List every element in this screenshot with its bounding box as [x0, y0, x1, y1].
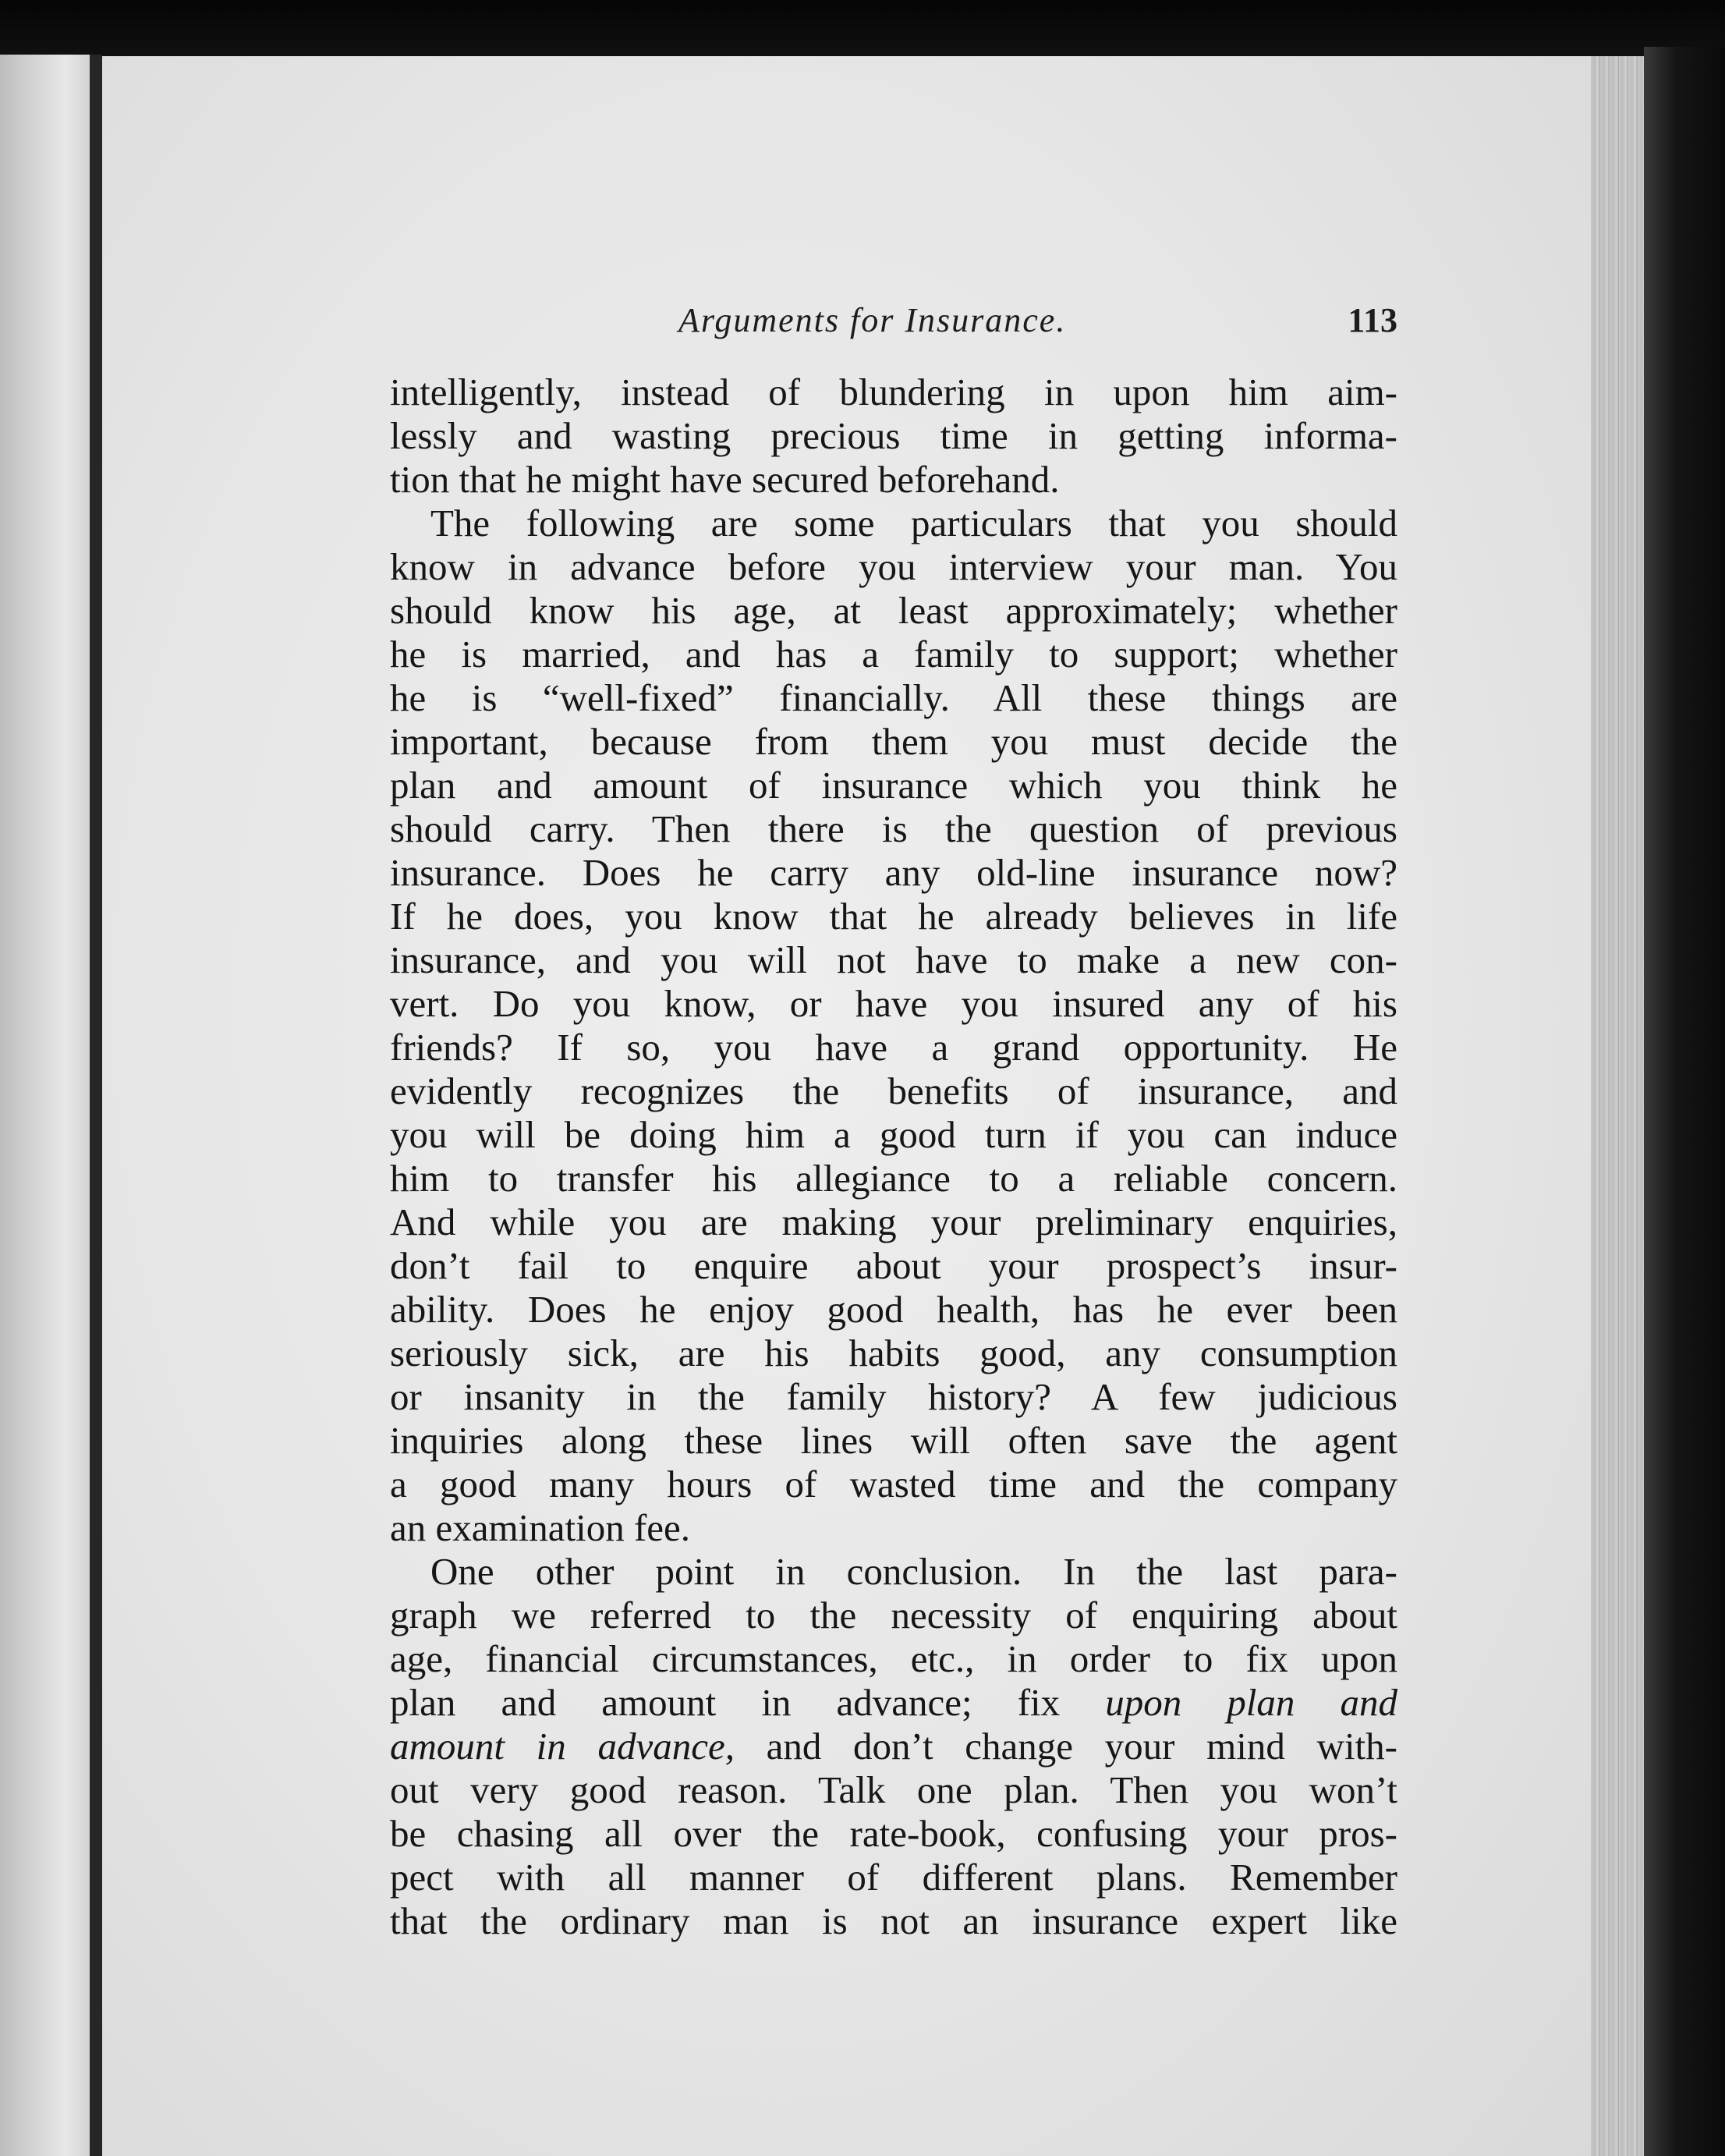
text-line: insurance, and you will not have to make a new con-	[390, 938, 1397, 981]
text-line: age, financial circumstances, etc., in order to fix upon	[390, 1637, 1397, 1680]
text-line	[390, 1725, 1397, 1768]
text-line: or insanity in the family history? A few judicious	[390, 1375, 1397, 1418]
emphasis-run: amount in advance,	[390, 1725, 735, 1768]
text-line: don’t fail to enquire about your prospect’s insur-	[390, 1244, 1397, 1287]
text-line: he is married, and has a family to support; whether	[390, 633, 1397, 676]
text-line: be chasing all over the rate-book, confusing your pros-	[390, 1812, 1397, 1855]
text-line: out very good reason. Talk one plan. Then you won’t	[390, 1768, 1397, 1811]
text-line: you will be doing him a good turn if you can induce	[390, 1113, 1397, 1156]
text-line: One other point in conclusion. In the last para-	[430, 1550, 1397, 1593]
text-line: lessly and wasting precious time in getting informa-	[390, 414, 1397, 457]
text-line: know in advance before you interview your man. You	[390, 545, 1397, 588]
text-line: evidently recognizes the benefits of insurance, and	[390, 1069, 1397, 1112]
text-line: should carry. Then there is the question of previous	[390, 807, 1397, 850]
text-line: should know his age, at least approximately; whether	[390, 589, 1397, 632]
previous-page-edge	[0, 55, 94, 2156]
page-gutter	[90, 55, 102, 2156]
text-line: If he does, you know that he already believes in life	[390, 895, 1397, 938]
text-line: vert. Do you know, or have you insured any of his	[390, 982, 1397, 1025]
text-line: an examination fee.	[390, 1506, 691, 1549]
text-line: The following are some particulars that you should	[430, 502, 1397, 544]
text-run: and don’t change your mind with-	[734, 1725, 1397, 1768]
text-line: inquiries along these lines will often save the agent	[390, 1419, 1397, 1462]
text-line: seriously sick, are his habits good, any consumption	[390, 1332, 1397, 1374]
text-run: plan and amount in advance; fix	[390, 1681, 1106, 1724]
text-line: he is “well-fixed” financially. All these things are	[390, 676, 1397, 719]
text-line: ability. Does he enjoy good health, has he ever been	[390, 1288, 1397, 1331]
page-header	[390, 300, 1397, 347]
text-line: that the ordinary man is not an insurance expert like	[390, 1899, 1397, 1942]
text-line: him to transfer his allegiance to a reliable concern.	[390, 1157, 1397, 1200]
book-binding-shadow	[1644, 47, 1725, 2156]
text-line: a good many hours of wasted time and the company	[390, 1463, 1397, 1505]
page-number: 113	[1348, 301, 1397, 339]
text-line: tion that he might have secured beforehand.	[390, 458, 1060, 501]
body-text	[390, 371, 1397, 1943]
running-head: Arguments for Insurance.	[678, 301, 1067, 339]
text-line: plan and amount of insurance which you think he	[390, 764, 1397, 807]
text-line: And while you are making your preliminary enquiries,	[390, 1200, 1397, 1243]
text-line: graph we referred to the necessity of enquiring about	[390, 1594, 1397, 1637]
text-line: friends? If so, you have a grand opportunity. He	[390, 1026, 1397, 1069]
page-stack-edge	[1591, 56, 1645, 2156]
text-line: intelligently, instead of blundering in upon him aim-	[390, 371, 1397, 413]
text-line: important, because from them you must decide the	[390, 720, 1397, 763]
text-line: insurance. Does he carry any old-line insurance now?	[390, 851, 1397, 894]
text-line	[390, 1681, 1397, 1725]
emphasis-run: upon plan and	[1105, 1681, 1397, 1724]
text-line: pect with all manner of different plans. Remember	[390, 1856, 1397, 1899]
